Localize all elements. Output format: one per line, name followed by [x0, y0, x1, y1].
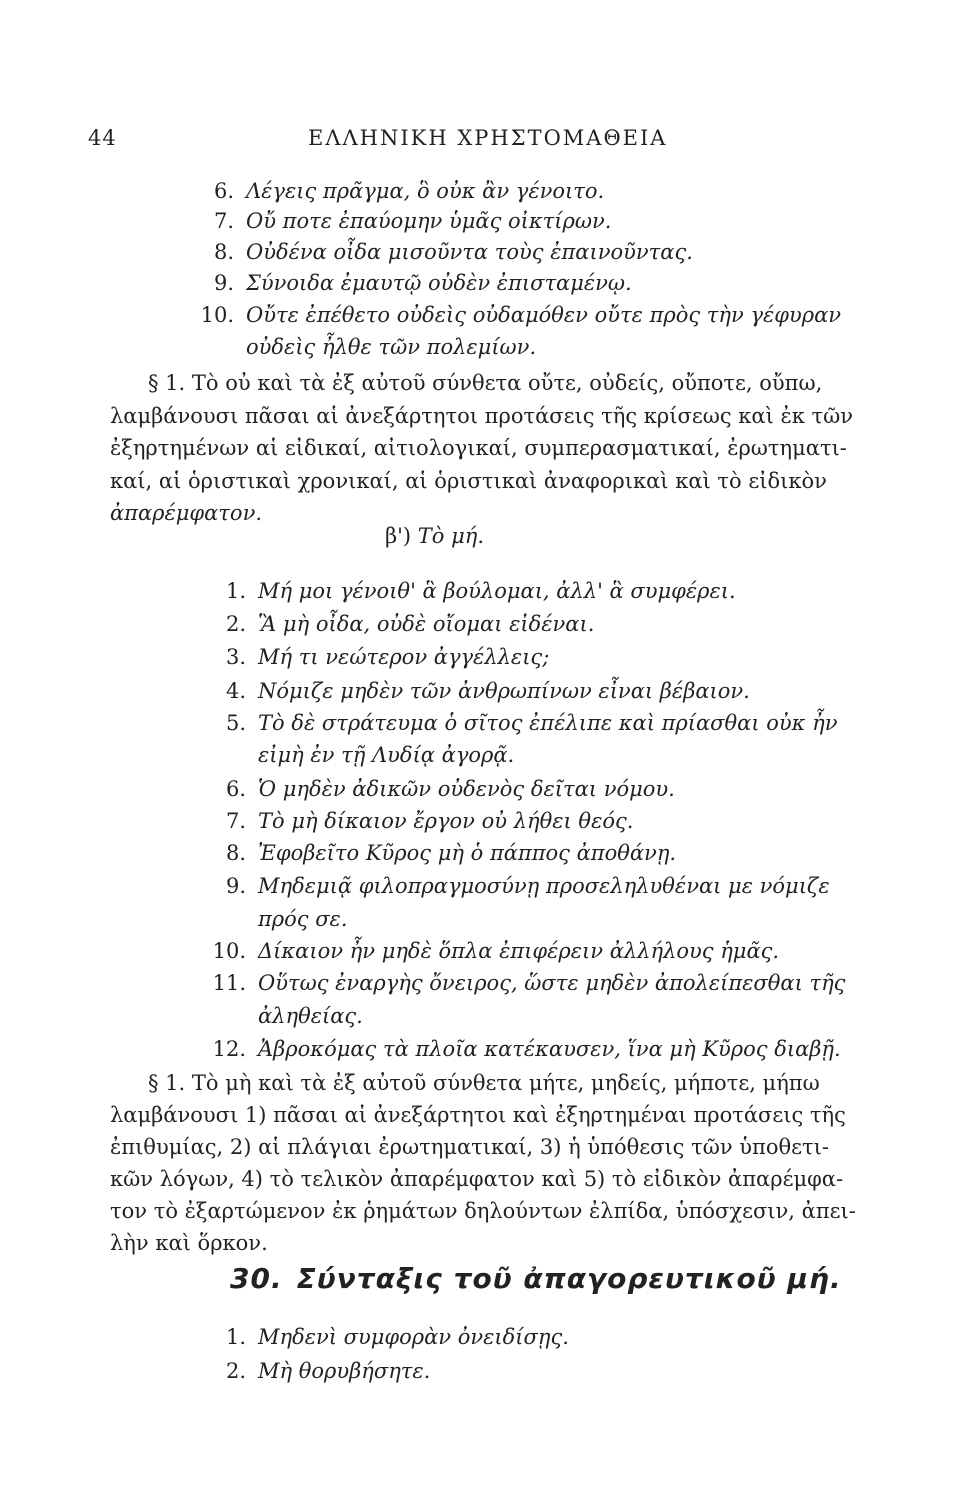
- example-number: 7.: [213, 209, 234, 233]
- example-line: [208, 609, 594, 639]
- section-number: 30.: [230, 1262, 283, 1295]
- example-text: εἰμὴ ἐν τῇ Λυδίᾳ ἀγορᾷ.: [258, 743, 515, 767]
- page-header: [88, 126, 878, 156]
- example-line: [208, 642, 549, 672]
- paragraph-line: λὴν καὶ ὅρκον.: [110, 1231, 268, 1255]
- section-title: [230, 1262, 842, 1295]
- example-text: Λέγεις πρᾶγμα, ὃ οὐκ ἂν γένοιτο.: [246, 179, 605, 203]
- example-text: Ὁ μηδὲν ἀδικῶν οὐδενὸς δεῖται νόμου.: [258, 777, 675, 801]
- example-line: [196, 268, 632, 298]
- example-line: [208, 1001, 363, 1031]
- example-text: Οὕτως ἐναργὴς ὄνειρος, ὥστε μηδὲν ἀπολείπεσθαι τῆς: [258, 971, 846, 995]
- running-head: ΕΛΛΗΝΙΚΗ ΧΡΗΣΤΟΜΑΘΕΙΑ: [308, 126, 668, 150]
- example-line: [208, 838, 676, 868]
- example-text: Μή τι νεώτερον ἀγγέλλεις;: [258, 645, 550, 669]
- paragraph-line: τον τὸ ἐξαρτώμενον ἐκ ῥημάτων δηλούντων ἐλπίδα, ὑπόσχεσιν, ἀπει-: [110, 1199, 856, 1223]
- example-number: 8.: [213, 240, 234, 264]
- example-line: [196, 300, 841, 330]
- section-mark: § 1.: [148, 1071, 186, 1095]
- example-line: [208, 1356, 430, 1386]
- example-text: Δίκαιον ἦν μηδὲ ὅπλα ἐπιφέρειν ἀλλήλους ἡμᾶς.: [258, 939, 780, 963]
- example-text: Μή μοι γένοιθ' ἃ βούλομαι, ἀλλ' ἃ συμφέρει.: [258, 579, 736, 603]
- example-line: [208, 1034, 841, 1064]
- example-number: 9.: [225, 874, 246, 898]
- example-number: 6.: [213, 179, 234, 203]
- example-line: [208, 806, 633, 836]
- example-number: 3.: [225, 645, 246, 669]
- example-text: Ἃ μὴ οἶδα, οὐδὲ οἴομαι εἰδέναι.: [258, 612, 595, 636]
- paragraph-line: ἐπιθυμίας, 2) αἱ πλάγιαι ἐρωτηματικαί, 3) ἡ ὑπόθεσις τῶν ὑποθετι-: [110, 1135, 829, 1159]
- paragraph-line: λαμβάνουσι 1) πᾶσαι αἱ ἀνεξάρτητοι καὶ ἐξηρτημέναι προτάσεις τῆς: [110, 1103, 846, 1127]
- example-text: Ἐφοβεῖτο Κῦρος μὴ ὁ πάππος ἀποθάνῃ.: [258, 841, 677, 865]
- example-line: [208, 871, 830, 901]
- example-text: Οὔ ποτε ἐπαύομην ὑμᾶς οἰκτίρων.: [246, 209, 612, 233]
- example-line: [196, 237, 693, 267]
- paragraph-line: [148, 1068, 820, 1098]
- paragraph-line: καί, αἱ ὁριστικαὶ χρονικαί, αἱ ὁριστικαὶ ἀναφορικαὶ καὶ τὸ εἰδικὸν: [110, 469, 827, 493]
- example-text: Οὐδένα οἶδα μισοῦντα τοὺς ἐπαινοῦντας.: [246, 240, 693, 264]
- example-line: [208, 904, 348, 934]
- example-line: [208, 968, 845, 998]
- example-text: ἀληθείας.: [258, 1004, 363, 1028]
- example-number: 12.: [212, 1037, 246, 1061]
- example-text: Ἀβροκόμας τὰ πλοῖα κατέκαυσεν, ἵνα μὴ Κῦρος διαβῇ.: [258, 1037, 841, 1061]
- example-line: [208, 676, 750, 706]
- example-text: Νόμιζε μηδὲν τῶν ἀνθρωπίνων εἶναι βέβαιον.: [258, 679, 750, 703]
- example-number: 8.: [225, 841, 246, 865]
- example-number: 2.: [225, 612, 246, 636]
- paragraph-line: ἀπαρέμφατον.: [110, 501, 263, 525]
- subheading: [385, 524, 484, 548]
- section-title-text: Σύνταξις τοῦ ἀπαγορευτικοῦ μή.: [296, 1262, 842, 1295]
- example-number: 10.: [200, 303, 234, 327]
- example-number: 4.: [225, 679, 246, 703]
- paragraph-line: ἐξηρτημένων αἱ εἰδικαί, αἰτιολογικαί, συμπερασματικαί, ἐρωτηματι-: [110, 436, 847, 460]
- page-number: 44: [88, 126, 117, 150]
- example-text: Οὔτε ἐπέθετο οὐδεὶς οὐδαμόθεν οὔτε πρὸς τὴν γέφυραν: [246, 303, 842, 327]
- example-number: 9.: [213, 271, 234, 295]
- example-line: [208, 936, 779, 966]
- paragraph-line: [148, 368, 822, 398]
- example-line: [208, 576, 736, 606]
- example-number: 1.: [225, 579, 246, 603]
- example-number: 11.: [212, 971, 246, 995]
- example-line: [196, 332, 536, 362]
- section-mark: § 1.: [148, 371, 186, 395]
- example-text: Μὴ θορυβήσητε.: [258, 1359, 431, 1383]
- example-number: 1.: [225, 1325, 246, 1349]
- subheading-title: Τὸ μή.: [417, 524, 485, 548]
- paragraph-text: Τὸ οὐ καὶ τὰ ἐξ αὐτοῦ σύνθετα οὔτε, οὐδείς, οὔποτε, οὔπω,: [191, 371, 823, 395]
- example-line: [208, 1322, 569, 1352]
- paragraph-line: κῶν λόγων, 4) τὸ τελικὸν ἀπαρέμφατον καὶ 5) τὸ εἰδικὸν ἀπαρέμφα-: [110, 1167, 844, 1191]
- example-text: Μηδεμιᾷ φιλοπραγμοσύνῃ προσεληλυθέναι με νόμιζε: [258, 874, 830, 898]
- example-text: πρός σε.: [258, 907, 348, 931]
- example-text: Μηδενὶ συμφορὰν ὀνειδίσῃς.: [258, 1325, 569, 1349]
- example-line: [208, 708, 837, 738]
- paragraph-text: Τὸ μὴ καὶ τὰ ἐξ αὐτοῦ σύνθετα μήτε, μηδείς, μήποτε, μήπω: [191, 1071, 820, 1095]
- example-text: Τὸ δὲ στράτευμα ὁ σῖτος ἐπέλιπε καὶ πρίασθαι οὐκ ἦν: [258, 711, 838, 735]
- example-text: οὐδεὶς ἦλθε τῶν πολεμίων.: [246, 335, 537, 359]
- example-number: 2.: [225, 1359, 246, 1383]
- example-number: 7.: [225, 809, 246, 833]
- example-number: 10.: [212, 939, 246, 963]
- subheading-label: β'): [385, 524, 412, 548]
- example-line: [208, 774, 675, 804]
- example-line: [208, 740, 514, 770]
- paragraph-line: λαμβάνουσι πᾶσαι αἱ ἀνεξάρτητοι προτάσεις τῆς κρίσεως καὶ ἐκ τῶν: [110, 404, 854, 428]
- example-line: [196, 206, 611, 236]
- example-text: Τὸ μὴ δίκαιον ἔργον οὐ λήθει θεός.: [258, 809, 634, 833]
- example-number: 6.: [225, 777, 246, 801]
- example-number: 5.: [225, 711, 246, 735]
- example-line: [196, 176, 604, 206]
- example-text: Σύνοιδα ἐμαυτῷ οὐδὲν ἐπισταμένῳ.: [246, 271, 632, 295]
